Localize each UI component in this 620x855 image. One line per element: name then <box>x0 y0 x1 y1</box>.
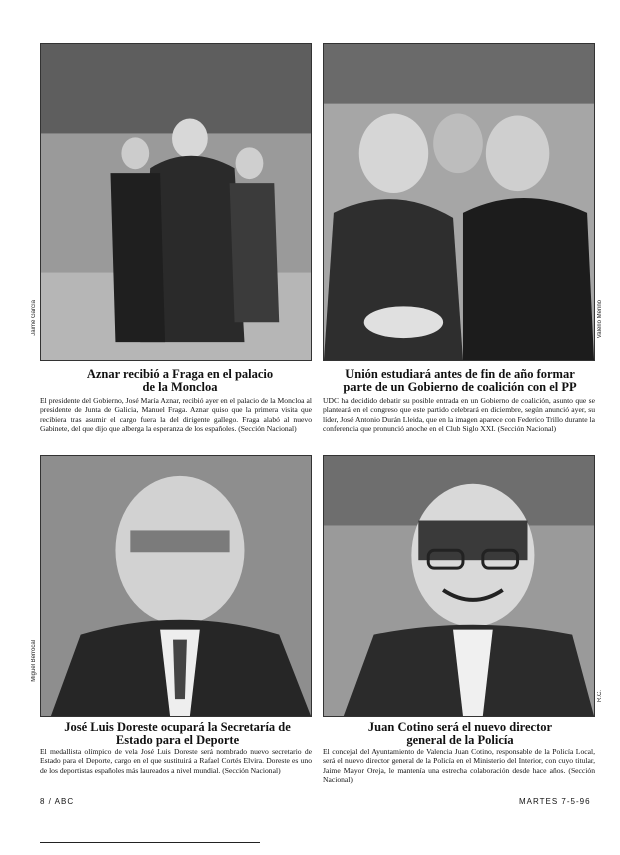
body-union: UDC ha decidido debatir su posible entrada en un Gobierno de coalición, asunto que se planteará en el congreso que este partido celebrará en diciembre, según anunció ayer, su líder, José Antonio Durán Lleida, que en la imagen aparece con Federico Trillo durante la conferencia que pronunció anoche en el Club Siglo XXI. (Sección Nacional) <box>323 396 595 434</box>
photo-credit: Valerio Merino <box>597 300 603 339</box>
photo-credit: R.C. <box>597 690 603 702</box>
headline-doreste: José Luis Doreste ocupará la Secretaría de Estado para el Deporte <box>64 720 291 747</box>
headline-aznar: Aznar recibió a Fraga en el palacio de la Moncloa <box>86 367 274 394</box>
photo-doreste-image <box>41 456 311 716</box>
photo-duran-trillo <box>323 43 595 361</box>
page-number: 8 / ABC <box>40 797 75 806</box>
footer-rule <box>40 842 260 843</box>
photo-cotino-image <box>324 456 594 716</box>
body-doreste: El medallista olímpico de vela José Luis Doreste será nombrado nuevo secretario de Estado para el Deporte, cargo en el que sustituirá a Rafael Cortés Elvira. Doreste es uno de los deportistas españoles más laureados a nivel mundial. (Sección Nacional) <box>40 747 312 775</box>
issue-date: MARTES 7-5-96 <box>519 797 591 806</box>
body-aznar: El presidente del Gobierno, José María Aznar, recibió ayer en el palacio de la Moncloa al presidente de Junta de Galicia, Manuel Fraga. Aznar quiso que la primera visita que recibiera tras asumir el cargo fuera la del dirigente gallego. Fraga alabó al nuevo Gabinete, del que dijo que alberga la esperanza de los españoles. (Sección Nacional) <box>40 396 312 434</box>
photo-credit: Jaime García <box>31 300 37 336</box>
photo-aznar-fraga-image <box>41 44 311 360</box>
photo-cotino <box>323 455 595 717</box>
body-cotino: El concejal del Ayuntamiento de Valencia Juan Cotino, responsable de la Policía Local, será el nuevo director general de la Policía en el Ministerio del Interior, con cuyo titular, Jaime Mayor Oreja, le mantenía una estrecha colaboración desde hace años. (Sección Nacional) <box>323 747 595 785</box>
photo-aznar-fraga <box>40 43 312 361</box>
headline-union: Unión estudiará antes de fin de año formar parte de un Gobierno de coalición con el PP <box>343 367 577 394</box>
photo-credit: Miguel Berrocal <box>31 640 37 682</box>
photo-doreste <box>40 455 312 717</box>
photo-duran-trillo-image <box>324 44 594 360</box>
headline-cotino: Juan Cotino será el nuevo director general de la Policía <box>367 720 553 747</box>
